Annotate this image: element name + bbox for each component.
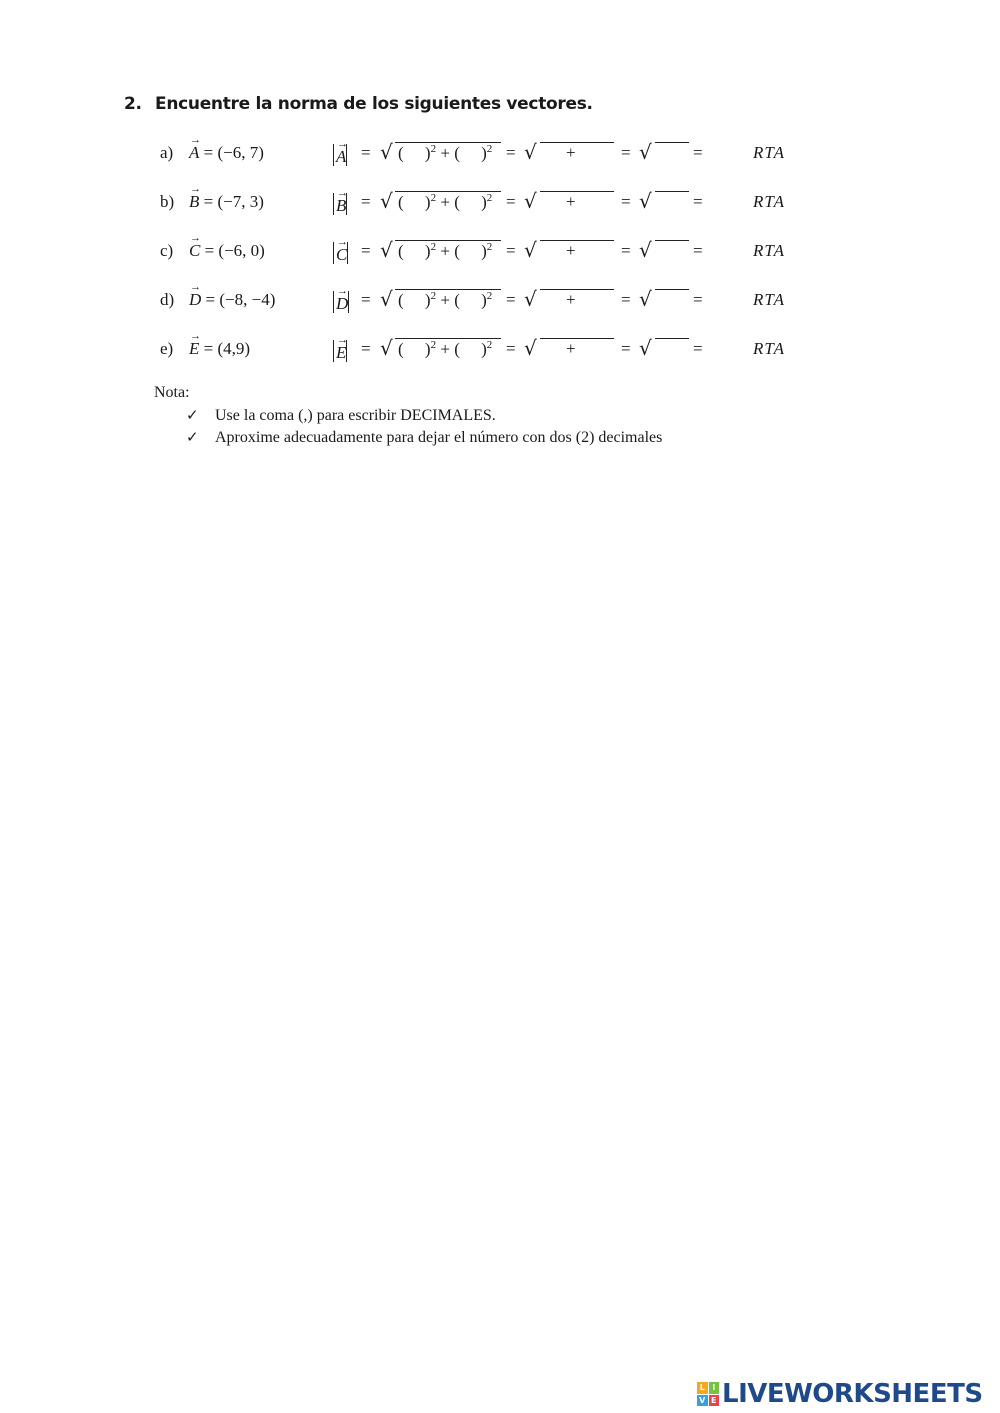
exercise-title [124,94,593,114]
item-label: b) [160,192,175,211]
sqrt-icon: √ [639,238,652,262]
answer-placeholder[interactable]: RTA [753,143,785,162]
sqrt-icon: √ [380,238,393,262]
vector-arrow-icon: → [337,285,348,297]
vector-definition [189,183,264,212]
vector-definition [189,134,264,163]
exercise-row: e) E → = (4,9) E → = √ ( )$^2$ + ( )$^2$ = √ + = √ = RTA [160,330,785,362]
item-label: a) [160,143,174,162]
vector-name: C → [189,232,201,260]
sqrt-icon: √ [639,287,652,311]
answer-placeholder[interactable]: RTA [753,290,785,309]
exercise-instruction: Encuentre la norma de los siguientes vectores. [155,94,593,114]
brand-logo-icon: L I V E [697,1382,719,1406]
exercise-number: 2. [124,94,142,114]
exercise-row: d) D → = (−8, −4) D → = √ ( )$^2$ + ( )$^2$ = √ + = √ = RTA [160,281,785,313]
squares-sum: ( )$^2$ + ( )$^2$ [398,290,493,310]
norm-expression: E → [333,339,349,362]
vector-definition [189,281,276,310]
vector-arrow-icon: → [190,134,201,146]
sqrt-icon: √ [380,189,393,213]
sqrt-icon: √ [524,336,537,360]
sqrt-icon: √ [524,189,537,213]
brand-name: LIVEWORKSHEETS [722,1379,983,1409]
vector-arrow-icon: → [337,187,348,199]
sqrt-icon: √ [639,189,652,213]
squares-sum: ( )$^2$ + ( )$^2$ [398,192,493,212]
vector-name: D → [189,281,202,309]
norm-expression: C → [333,241,350,264]
norm-expression: D → [333,290,351,313]
vector-arrow-icon: → [337,138,348,150]
norm-expression: A → [333,143,349,166]
vector-definition [189,232,265,261]
answer-placeholder[interactable]: RTA [753,192,785,211]
squares-sum: ( )$^2$ + ( )$^2$ [398,339,493,359]
sqrt-icon: √ [524,140,537,164]
sqrt-icon: √ [639,140,652,164]
liveworksheets-logo [697,1378,983,1410]
squares-sum: ( )$^2$ + ( )$^2$ [398,143,493,163]
exercise-row: b) B → = (−7, 3) B → = √ ( )$^2$ + ( )$^2$ = √ + = √ = RTA [160,183,785,215]
note-bullet-2: Aproxime adecuadamente para dejar el número con dos (2) decimales [215,429,663,446]
item-label: d) [160,290,175,309]
sqrt-icon: √ [380,287,393,311]
vector-value: = (−8, −4) [205,290,276,309]
norm-expression: B → [333,192,349,215]
sqrt-icon: √ [380,140,393,164]
exercise-row: a) A → = (−6, 7) A → = √ ( )$^2$ + ( )$^2$ = √ + = √ = RTA [160,134,785,166]
item-label: c) [160,241,174,260]
note-heading: Nota: [154,384,190,401]
vector-arrow-icon: → [190,281,201,293]
vector-name: B → [189,183,201,211]
vector-arrow-icon: → [190,330,201,342]
squares-sum: ( )$^2$ + ( )$^2$ [398,241,493,261]
check-icon: ✓ [186,406,199,424]
vector-arrow-icon: → [337,236,348,248]
vector-value: = (−7, 3) [203,192,264,211]
answer-placeholder[interactable]: RTA [753,241,785,260]
vector-arrow-icon: → [190,183,201,195]
vector-arrow-icon: → [190,232,201,244]
item-label: e) [160,339,174,358]
vector-name: E → [189,330,201,358]
vector-value: = (4,9) [203,339,251,358]
vector-name: A → [189,134,201,162]
vector-value: = (−6, 7) [203,143,264,162]
exercise-row: c) C → = (−6, 0) C → = √ ( )$^2$ + ( )$^2$ = √ + = √ = RTA [160,232,785,264]
check-icon: ✓ [186,428,199,446]
vector-arrow-icon: → [337,334,348,346]
vector-value: = (−6, 0) [204,241,265,260]
sqrt-icon: √ [524,287,537,311]
sqrt-icon: √ [380,336,393,360]
vector-definition [189,330,251,359]
sqrt-icon: √ [639,336,652,360]
note-bullet-1: Use la coma (,) para escribir DECIMALES. [215,407,496,424]
answer-placeholder[interactable]: RTA [753,339,785,358]
sqrt-icon: √ [524,238,537,262]
